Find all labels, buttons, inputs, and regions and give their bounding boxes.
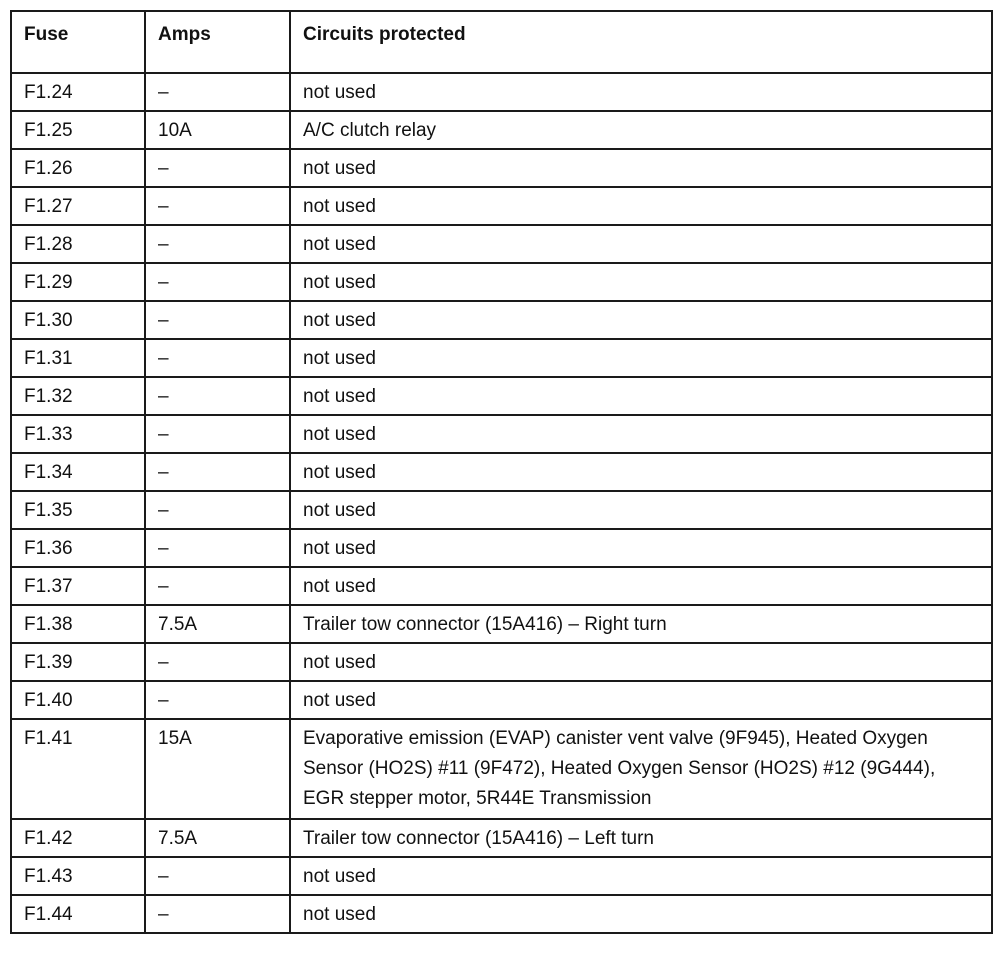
amps-cell: – bbox=[145, 567, 290, 605]
amps-cell: – bbox=[145, 491, 290, 529]
circuits-cell: not used bbox=[290, 643, 992, 681]
circuits-cell: not used bbox=[290, 567, 992, 605]
fuse-cell: F1.42 bbox=[11, 819, 145, 857]
fuse-cell: F1.39 bbox=[11, 643, 145, 681]
fuse-cell: F1.24 bbox=[11, 73, 145, 111]
table-row bbox=[11, 529, 992, 567]
table-row bbox=[11, 567, 992, 605]
table-row bbox=[11, 857, 992, 895]
table-header-row bbox=[11, 11, 992, 73]
table-row bbox=[11, 819, 992, 857]
fuse-cell: F1.36 bbox=[11, 529, 145, 567]
amps-cell: – bbox=[145, 415, 290, 453]
table-row bbox=[11, 73, 992, 111]
amps-cell: – bbox=[145, 263, 290, 301]
circuits-cell: not used bbox=[290, 225, 992, 263]
amps-cell: – bbox=[145, 453, 290, 491]
fuse-cell: F1.37 bbox=[11, 567, 145, 605]
fuse-cell: F1.34 bbox=[11, 453, 145, 491]
fuse-cell: F1.35 bbox=[11, 491, 145, 529]
fuse-cell: F1.27 bbox=[11, 187, 145, 225]
amps-cell: – bbox=[145, 301, 290, 339]
table-row bbox=[11, 225, 992, 263]
fuse-cell: F1.28 bbox=[11, 225, 145, 263]
amps-cell: – bbox=[145, 73, 290, 111]
circuits-cell: not used bbox=[290, 453, 992, 491]
table-row bbox=[11, 111, 992, 149]
circuits-cell: not used bbox=[290, 301, 992, 339]
circuits-cell: not used bbox=[290, 857, 992, 895]
header-circuits: Circuits protected bbox=[290, 11, 992, 73]
amps-cell: – bbox=[145, 529, 290, 567]
table-row bbox=[11, 301, 992, 339]
amps-cell: 7.5A bbox=[145, 605, 290, 643]
circuits-cell: Trailer tow connector (15A416) – Left turn bbox=[290, 819, 992, 857]
circuits-cell: not used bbox=[290, 149, 992, 187]
header-amps: Amps bbox=[145, 11, 290, 73]
circuits-cell: not used bbox=[290, 491, 992, 529]
fuse-cell: F1.31 bbox=[11, 339, 145, 377]
amps-cell: – bbox=[145, 225, 290, 263]
circuits-cell: not used bbox=[290, 339, 992, 377]
amps-cell: – bbox=[145, 149, 290, 187]
table-body bbox=[11, 73, 992, 933]
fuse-cell: F1.40 bbox=[11, 681, 145, 719]
amps-cell: 7.5A bbox=[145, 819, 290, 857]
circuits-cell: not used bbox=[290, 377, 992, 415]
amps-cell: – bbox=[145, 339, 290, 377]
table-row bbox=[11, 187, 992, 225]
table-row bbox=[11, 263, 992, 301]
table-row bbox=[11, 643, 992, 681]
circuits-cell: Evaporative emission (EVAP) canister vent valve (9F945), Heated Oxygen Sensor (HO2S) #11 (9F472), Heated Oxygen Sensor (HO2S) #12 (9G444), EGR stepper motor, 5R44E Transmission bbox=[290, 719, 992, 819]
amps-cell: – bbox=[145, 895, 290, 933]
table-row bbox=[11, 149, 992, 187]
fuse-cell: F1.32 bbox=[11, 377, 145, 415]
fuse-cell: F1.41 bbox=[11, 719, 145, 819]
fuse-cell: F1.38 bbox=[11, 605, 145, 643]
circuits-cell: Trailer tow connector (15A416) – Right turn bbox=[290, 605, 992, 643]
table-row bbox=[11, 681, 992, 719]
fuse-cell: F1.29 bbox=[11, 263, 145, 301]
table-row bbox=[11, 453, 992, 491]
fuse-cell: F1.25 bbox=[11, 111, 145, 149]
table-row bbox=[11, 377, 992, 415]
circuits-cell: not used bbox=[290, 263, 992, 301]
fuse-cell: F1.33 bbox=[11, 415, 145, 453]
fuse-cell: F1.26 bbox=[11, 149, 145, 187]
fuse-table bbox=[10, 10, 993, 934]
amps-cell: – bbox=[145, 187, 290, 225]
circuits-cell: not used bbox=[290, 73, 992, 111]
circuits-cell: not used bbox=[290, 895, 992, 933]
fuse-cell: F1.30 bbox=[11, 301, 145, 339]
amps-cell: 15A bbox=[145, 719, 290, 819]
amps-cell: – bbox=[145, 643, 290, 681]
table-row bbox=[11, 491, 992, 529]
header-fuse: Fuse bbox=[11, 11, 145, 73]
table-row bbox=[11, 719, 992, 819]
circuits-cell: A/C clutch relay bbox=[290, 111, 992, 149]
table-row bbox=[11, 605, 992, 643]
table-row bbox=[11, 895, 992, 933]
fuse-cell: F1.44 bbox=[11, 895, 145, 933]
amps-cell: 10A bbox=[145, 111, 290, 149]
circuits-cell: not used bbox=[290, 681, 992, 719]
amps-cell: – bbox=[145, 681, 290, 719]
amps-cell: – bbox=[145, 857, 290, 895]
table-row bbox=[11, 339, 992, 377]
table-row bbox=[11, 415, 992, 453]
circuits-cell: not used bbox=[290, 529, 992, 567]
circuits-cell: not used bbox=[290, 187, 992, 225]
fuse-cell: F1.43 bbox=[11, 857, 145, 895]
amps-cell: – bbox=[145, 377, 290, 415]
circuits-cell: not used bbox=[290, 415, 992, 453]
